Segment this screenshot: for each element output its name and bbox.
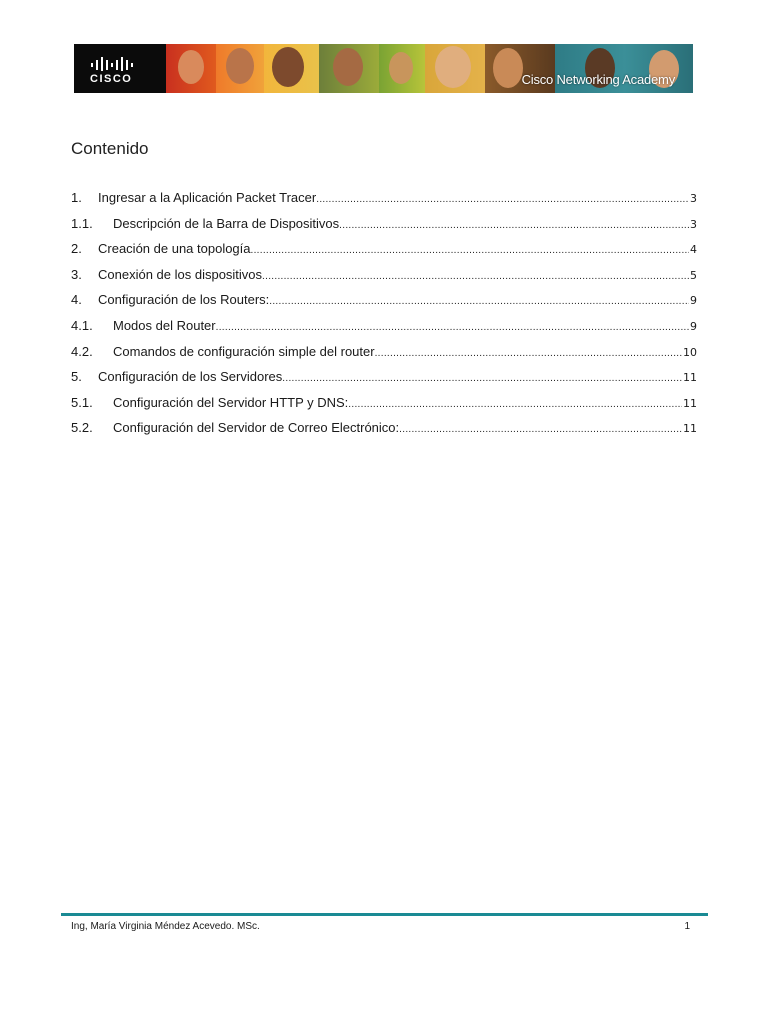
toc-entry-number: 5.2. [71, 420, 93, 436]
toc-dot-leader [399, 424, 682, 435]
banner-photo [379, 44, 425, 93]
toc-dot-leader [282, 373, 682, 384]
toc-entry-title[interactable]: Modos del Router [113, 317, 216, 333]
cisco-logo [74, 44, 166, 93]
toc-entry[interactable] [71, 395, 697, 421]
toc-entry[interactable] [71, 292, 697, 318]
toc-entry[interactable] [71, 216, 697, 242]
toc-entry-page[interactable]: 9 [690, 294, 697, 308]
footer-page-number: 1 [684, 921, 690, 932]
toc-entry-number: 2. [71, 241, 82, 257]
toc-entry[interactable] [71, 344, 697, 370]
footer-divider [61, 913, 708, 916]
toc-entry[interactable] [71, 369, 697, 395]
footer-author: Ing, María Virginia Méndez Acevedo. MSc. [71, 921, 260, 932]
banner-photo-strip [166, 44, 693, 93]
academy-title: Cisco Networking Academy [521, 72, 675, 87]
banner-photo [166, 44, 216, 93]
toc-entry-title[interactable]: Conexión de los dispositivos [98, 266, 263, 282]
toc-entry-page[interactable]: 11 [683, 371, 697, 385]
toc-entry-title[interactable]: Configuración de los Routers: [98, 292, 270, 308]
toc-entry-number: 1. [71, 190, 82, 205]
header-banner [74, 44, 693, 93]
toc-entry[interactable] [71, 420, 697, 446]
toc-entry-page[interactable]: 4 [690, 243, 697, 257]
toc-entry-title[interactable]: Descripción de la Barra de Dispositivos [113, 215, 340, 231]
banner-photo [216, 44, 264, 93]
toc-entry-number: 1.1. [71, 215, 93, 231]
toc-entry-page[interactable]: 11 [683, 422, 697, 436]
toc-entry-page[interactable]: 3 [690, 217, 697, 231]
toc-dot-leader [216, 322, 689, 333]
banner-photo [319, 44, 379, 93]
toc-entry-title[interactable]: Configuración del Servidor HTTP y DNS: [113, 394, 349, 410]
page-title: Contenido [71, 139, 149, 158]
toc-dot-leader [316, 194, 689, 205]
toc-entry-title[interactable]: Comandos de configuración simple del router [113, 343, 375, 359]
toc-dot-leader [339, 220, 689, 231]
toc-entry-page[interactable]: 11 [683, 396, 697, 410]
toc-entry-page[interactable]: 9 [690, 319, 697, 333]
toc-entry[interactable] [71, 190, 697, 216]
toc-entry[interactable] [71, 241, 697, 267]
toc-entry-title[interactable]: Ingresar a la Aplicación Packet Tracer [98, 190, 317, 205]
banner-photo [264, 44, 319, 93]
table-of-contents [71, 190, 697, 446]
toc-entry-number: 4. [71, 292, 82, 308]
toc-entry-page[interactable]: 5 [690, 268, 697, 282]
cisco-bars-icon [91, 57, 135, 71]
toc-dot-leader [269, 296, 689, 307]
toc-dot-leader [375, 348, 682, 359]
toc-dot-leader [348, 399, 682, 410]
toc-entry[interactable] [71, 318, 697, 344]
toc-dot-leader [262, 271, 689, 282]
toc-entry-number: 5. [71, 369, 82, 385]
toc-entry-title[interactable]: Configuración del Servidor de Correo Electrónico: [113, 420, 400, 436]
banner-photo [425, 44, 485, 93]
toc-entry-number: 4.2. [71, 343, 93, 359]
cisco-wordmark: CISCO [90, 73, 133, 85]
toc-entry-title[interactable]: Configuración de los Servidores [98, 369, 283, 385]
toc-entry-number: 3. [71, 266, 82, 282]
toc-entry-page[interactable]: 10 [683, 345, 697, 359]
toc-entry-title[interactable]: Creación de una topología [98, 241, 251, 257]
toc-entry-number: 5.1. [71, 394, 93, 410]
toc-dot-leader [251, 245, 689, 256]
toc-entry-page[interactable]: 3 [690, 192, 697, 205]
toc-entry[interactable] [71, 267, 697, 293]
toc-entry-number: 4.1. [71, 317, 93, 333]
